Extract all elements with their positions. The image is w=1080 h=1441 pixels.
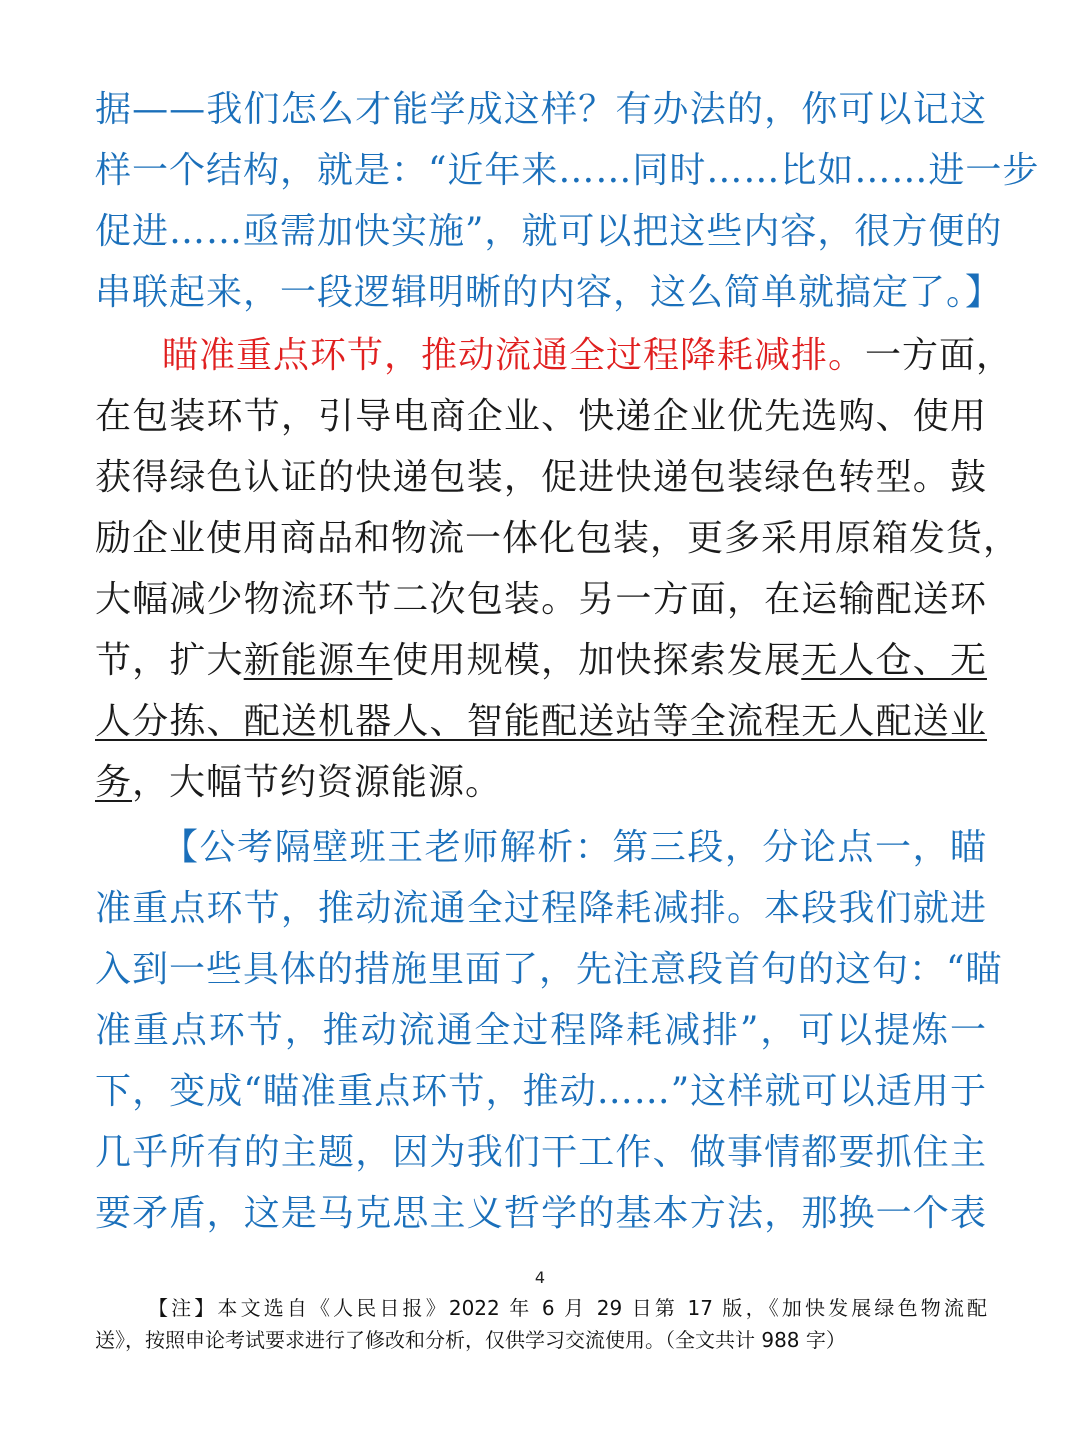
body-text: 使用规模，加快探索发展 bbox=[392, 640, 802, 681]
body-line-7: 人分拣、配送机器人、智能配送站等全流程无人配送业 bbox=[95, 701, 987, 742]
commentary-line-3: 促进……亟需加快实施”，就可以把这些内容，很方便的 bbox=[95, 211, 1003, 252]
body-line-1 bbox=[162, 330, 1014, 382]
section-heading: 瞄准重点环节，推动流通全过程降耗减排。 bbox=[162, 335, 866, 376]
analysis-line-5: 下，变成“瞄准重点环节，推动……”这样就可以适用于 bbox=[95, 1071, 987, 1112]
commentary-line-2: 样一个结构，就是：“近年来……同时……比如……进一步 bbox=[95, 150, 1040, 191]
analysis-line-7: 要矛盾，这是马克思主义哲学的基本方法，那换一个表 bbox=[95, 1193, 987, 1234]
commentary-line-4: 串联起来，一段逻辑明晰的内容，这么简单就搞定了。】 bbox=[95, 272, 1003, 313]
underlined-term: 新能源车 bbox=[243, 640, 393, 681]
underlined-term: 务 bbox=[95, 762, 133, 803]
body-line-6 bbox=[95, 635, 987, 687]
body-line-4: 励企业使用商品和物流一体化包装，更多采用原箱发货， bbox=[95, 518, 1021, 559]
body-line-8 bbox=[95, 757, 987, 809]
analysis-line-4: 准重点环节，推动流通全过程降耗减排”，可以提炼一 bbox=[95, 1010, 987, 1051]
analysis-line-6: 几乎所有的主题，因为我们干工作、做事情都要抓住主 bbox=[95, 1132, 987, 1173]
commentary-line-1: 据——我们怎么才能学成这样？有办法的，你可以记这 bbox=[95, 89, 987, 130]
footnote-line-1: 【注】本文选自《人民日报》2022 年 6 月 29 日第 17 版，《加快发展绿色物流配 bbox=[148, 1296, 987, 1320]
analysis-line-1: 【公考隔壁班王老师解析：第三段，分论点一，瞄 bbox=[162, 827, 987, 868]
body-text: 一方面， bbox=[865, 335, 1014, 376]
footnote-line-2: 送》，按照申论考试要求进行了修改和分析，仅供学习交流使用。（全文共计 988 字） bbox=[95, 1328, 846, 1352]
body-text: 节，扩大 bbox=[95, 640, 244, 681]
body-line-2: 在包装环节，引导电商企业、快递企业优先选购、使用 bbox=[95, 396, 987, 437]
body-line-3: 获得绿色认证的快递包装，促进快递包装绿色转型。鼓 bbox=[95, 457, 987, 498]
body-text: ，大幅节约资源能源。 bbox=[132, 762, 503, 803]
analysis-line-3: 入到一些具体的措施里面了，先注意段首句的这句：“瞄 bbox=[95, 949, 1003, 990]
page-number: 4 bbox=[534, 1268, 546, 1287]
body-line-5: 大幅减少物流环节二次包装。另一方面，在运输配送环 bbox=[95, 579, 987, 620]
underlined-term: 无人仓、无 bbox=[801, 640, 987, 681]
analysis-line-2: 准重点环节，推动流通全过程降耗减排。本段我们就进 bbox=[95, 888, 987, 929]
